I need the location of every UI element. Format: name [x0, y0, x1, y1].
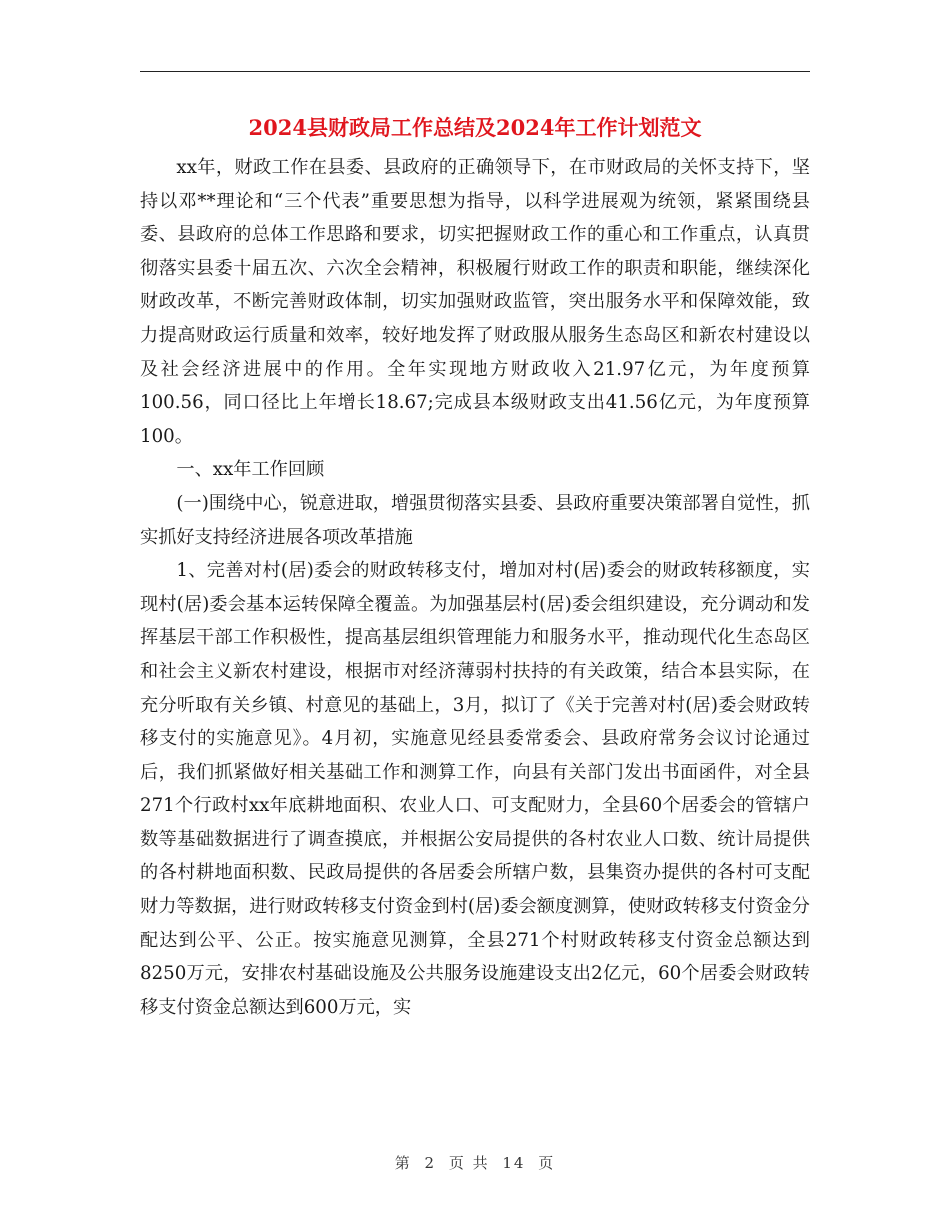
page-footer	[0, 1152, 950, 1173]
footer-middle: 页 共	[448, 1154, 490, 1172]
header-rule	[140, 71, 810, 72]
footer-total-pages: 14	[502, 1154, 526, 1172]
document-title: 2024县财政局工作总结及2024年工作计划范文	[248, 115, 702, 140]
document-body	[140, 151, 810, 1024]
paragraph-item-1: 1、完善对村(居)委会的财政转移支付，增加对村(居)委会的财政转移额度，实现村(居)委会基本运转保障全覆盖。为加强基层村(居)委会组织建设，充分调动和发挥基层干部工作积极性，提高基层组织管理能力和服务水平，推动现代化生态岛区和社会主义新农村建设，根据市对经济薄弱村扶持的有关政策，结合本县实际，在充分听取有关乡镇、村意见的基础上，3月，拟订了《关于完善对村(居)委会财政转移支付的实施意见》。4月初，实施意见经县委常委会、县政府常务会议讨论通过后，我们抓紧做好相关基础工作和测算工作，向县有关部门发出书面函件，对全县271个行政村xx年底耕地面积、农业人口、可支配财力，全县60个居委会的管辖户数等基础数据进行了调查摸底，并根据公安局提供的各村农业人口数、统计局提供的各村耕地面积数、民政局提供的各居委会所辖户数，县集资办提供的各村可支配财力等数据，进行财政转移支付资金到村(居)委会额度测算，使财政转移支付资金分配达到公平、公正。按实施意见测算，全县271个村财政转移支付资金总额达到8250万元，安排农村基础设施及公共服务设施建设支出2亿元，60个居委会财政转移支付资金总额达到600万元，实	[140, 560, 810, 1018]
subsection-heading: (一)围绕中心，锐意进取，增强贯彻落实县委、县政府重要决策部署自觉性，抓实抓好支持经济进展各项改革措施	[140, 492, 810, 548]
footer-current-page: 2	[424, 1154, 437, 1172]
footer-suffix: 页	[538, 1154, 556, 1172]
section-heading: 一、xx年工作回顾	[176, 459, 325, 481]
footer-prefix: 第	[394, 1154, 412, 1172]
paragraph-intro: xx年，财政工作在县委、县政府的正确领导下，在市财政局的关怀支持下，坚持以邓**理论和“三个代表”重要思想为指导，以科学进展观为统领，紧紧围绕县委、县政府的总体工作思路和要求，切实把握财政工作的重心和工作重点，认真贯彻落实县委十届五次、六次全会精神，积极履行财政工作的职责和职能，继续深化财政改革，不断完善财政体制，切实加强财政监管，突出服务水平和保障效能，致力提高财政运行质量和效率，较好地发挥了财政服从服务生态岛区和新农村建设以及社会经济进展中的作用。全年实现地方财政收入21.97亿元，为年度预算100.56，同口径比上年增长18.67;完成县本级财政支出41.56亿元，为年度预算100。	[140, 157, 810, 447]
